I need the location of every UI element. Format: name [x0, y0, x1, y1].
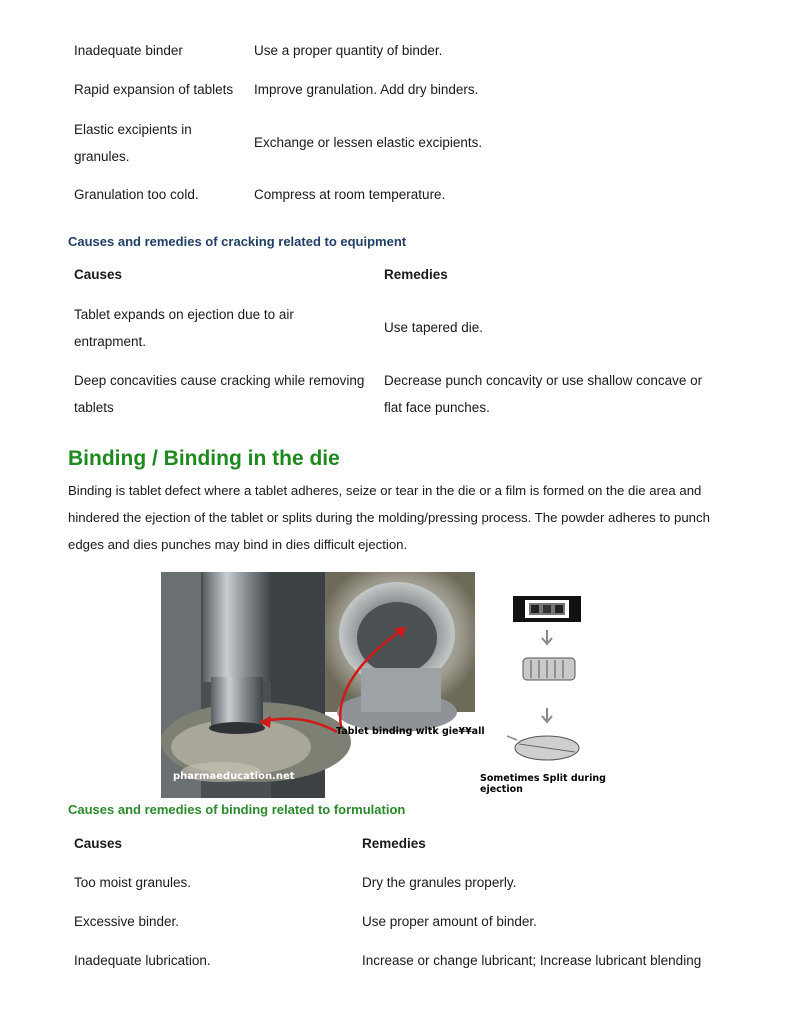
table-cell-remedy: Increase or change lubricant; Increase lubricant blending — [362, 953, 702, 968]
binding-paragraph: Binding is tablet defect where a tablet adheres, seize or tear in the die or a film is formed on the die area and hindered the ejection of the tablet or splits during the molding/pressing process. The powder adheres to punch edges and dies punches may bind in dies difficult ejection. — [68, 483, 710, 552]
table-cell-remedy: Use proper amount of binder. — [362, 914, 537, 929]
table-cell-remedy: Use tapered die. — [384, 320, 484, 335]
table-header-causes: Causes — [74, 836, 123, 851]
table-header-remedies: Remedies — [362, 836, 426, 851]
split-label: Sometimes Split during ejection — [480, 773, 606, 795]
binding-label: Tablet binding witk gie¥¥all — [336, 726, 485, 737]
section-heading-binding: Binding / Binding in the die — [68, 447, 340, 470]
binding-illustration — [161, 572, 626, 798]
table-cell-remedy: Dry the granules properly. — [362, 875, 517, 890]
table-cell-cause: Deep concavities cause cracking while removing tablets — [74, 373, 365, 415]
watermark-label: pharmaeducation.net — [173, 771, 295, 782]
table-cell-cause: Inadequate binder — [74, 43, 183, 58]
table-header-remedies: Remedies — [384, 267, 448, 282]
table-cell-cause: Inadequate lubrication. — [74, 953, 211, 968]
table-cell-remedy: Decrease punch concavity or use shallow concave or flat face punches. — [384, 373, 703, 415]
section-title-binding-formulation: Causes and remedies of binding related to formulation — [68, 802, 406, 817]
table-header-causes: Causes — [74, 267, 123, 282]
table-cell-cause: Elastic excipients in granules. — [74, 122, 192, 164]
table-cell-cause: Tablet expands on ejection due to air entrapment. — [74, 307, 294, 349]
binding-figure — [161, 572, 626, 798]
section-title-equipment: Causes and remedies of cracking related to equipment — [68, 234, 407, 249]
table-cell-remedy: Improve granulation. Add dry binders. — [254, 82, 479, 97]
table-cell-cause: Too moist granules. — [74, 875, 192, 890]
table-cell-cause: Granulation too cold. — [74, 187, 199, 202]
table-cell-cause: Rapid expansion of tablets — [74, 82, 234, 97]
table-cell-remedy: Use a proper quantity of binder. — [254, 43, 443, 58]
table-cell-remedy: Compress at room temperature. — [254, 187, 446, 202]
table-cell-cause: Excessive binder. — [74, 914, 180, 929]
table-cell-remedy: Exchange or lessen elastic excipients. — [254, 135, 483, 150]
